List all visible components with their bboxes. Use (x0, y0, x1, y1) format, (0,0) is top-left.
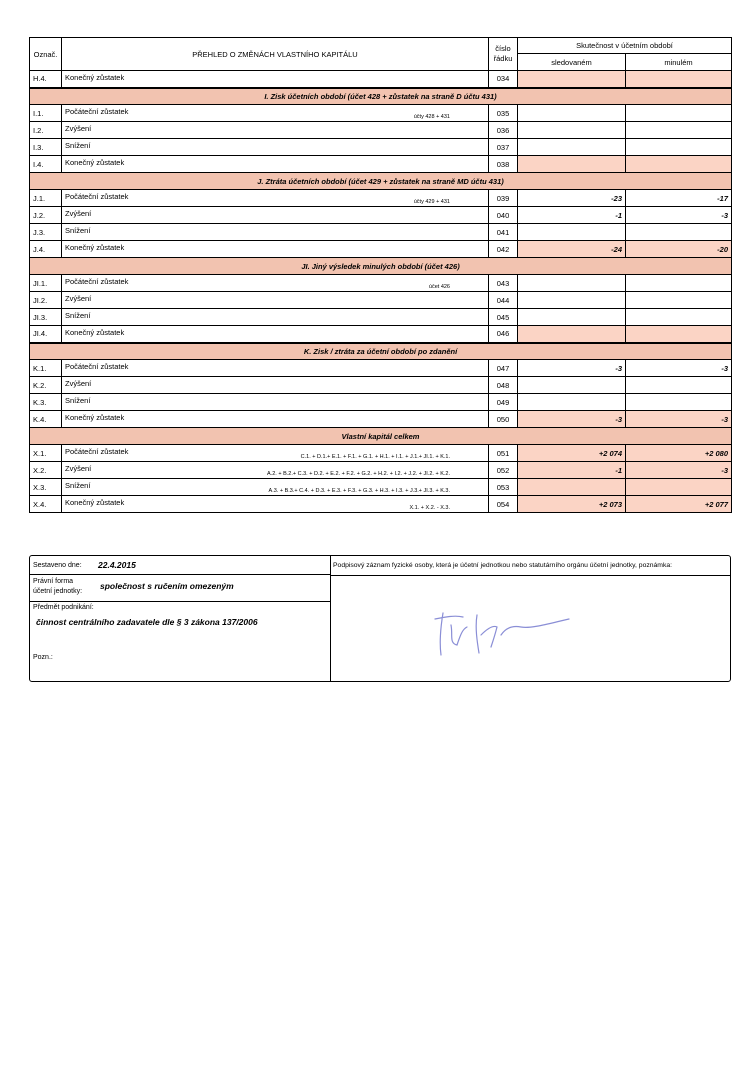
row-oznac: J.2. (30, 207, 62, 224)
signature-area (331, 575, 730, 681)
row-label: Počáteční zůstatek (65, 107, 129, 116)
value-current-period (518, 224, 626, 241)
table-title: PŘEHLED O ZMĚNÁCH VLASTNÍHO KAPITÁLU (62, 38, 489, 71)
col-header-minulem: minulém (626, 54, 732, 71)
value-previous-period (626, 275, 732, 292)
value-current-period: -1 (518, 207, 626, 224)
value-previous-period (626, 71, 732, 88)
row-code: 052 (489, 462, 518, 479)
table-row (30, 190, 732, 207)
row-label: Snížení (65, 396, 91, 405)
row-label: Konečný zůstatek (65, 413, 125, 422)
row-oznac: K.1. (30, 360, 62, 377)
value-current-period: -3 (518, 360, 626, 377)
row-code: 043 (489, 275, 518, 292)
row-code: 050 (489, 411, 518, 428)
row-label-cell (62, 292, 489, 309)
row-formula: účet 426 (428, 284, 450, 290)
row-label-cell (62, 122, 489, 139)
value-current-period: +2 073 (518, 496, 626, 513)
sestaveno-value: 22.4.2015 (98, 560, 136, 570)
table-row (30, 479, 732, 496)
row-label: Snížení (65, 481, 91, 490)
row-code: 036 (489, 122, 518, 139)
row-oznac: J.4. (30, 241, 62, 258)
row-code: 049 (489, 394, 518, 411)
predmet-cell (30, 602, 331, 681)
row-label: Snížení (65, 311, 91, 320)
value-current-period: -3 (518, 411, 626, 428)
value-previous-period (626, 394, 732, 411)
row-label-cell (62, 496, 489, 513)
table-row (30, 275, 732, 292)
value-current-period (518, 71, 626, 88)
value-previous-period: -3 (626, 207, 732, 224)
value-previous-period (626, 377, 732, 394)
row-label-cell (62, 190, 489, 207)
value-previous-period (626, 139, 732, 156)
row-oznac: JI.2. (30, 292, 62, 309)
row-code: 038 (489, 156, 518, 173)
table-row (30, 411, 732, 428)
value-previous-period (626, 292, 732, 309)
pravni-forma-label-1: Právní forma (33, 578, 74, 585)
table-row (30, 360, 732, 377)
row-label: Počáteční zůstatek (65, 192, 129, 201)
row-oznac: X.4. (30, 496, 62, 513)
value-current-period (518, 479, 626, 496)
row-label-cell (62, 377, 489, 394)
row-oznac: K.2. (30, 377, 62, 394)
row-code: 035 (489, 105, 518, 122)
row-oznac: JI.4. (30, 326, 62, 343)
row-oznac: K.3. (30, 394, 62, 411)
row-label-cell (62, 462, 489, 479)
row-oznac: JI.3. (30, 309, 62, 326)
col-header-cislo-radku (489, 38, 518, 71)
value-current-period: -23 (518, 190, 626, 207)
sestaveno-cell (30, 556, 331, 575)
equity-changes-sheet (29, 37, 731, 513)
value-previous-period (626, 326, 732, 343)
row-oznac: I.3. (30, 139, 62, 156)
row-label: Konečný zůstatek (65, 243, 125, 252)
equity-changes-table (29, 37, 732, 513)
row-oznac: J.3. (30, 224, 62, 241)
row-label-cell (62, 479, 489, 496)
col-header-sledovanem: sledovaném (518, 54, 626, 71)
value-previous-period: -3 (626, 411, 732, 428)
row-label: Počáteční zůstatek (65, 277, 129, 286)
row-label-cell (62, 445, 489, 462)
row-formula: A.3. + B.3.+ C.4. + D.3. + E.3. + F.3. + G.3. + H.3. + I.3. + J.3.+ JI.3. + K.3. (268, 488, 450, 494)
row-oznac: X.2. (30, 462, 62, 479)
row-oznac: H.4. (30, 71, 62, 88)
table-row (30, 156, 732, 173)
section-title: JI. Jiný výsledek minulých období (účet 426) (30, 258, 732, 275)
row-code: 042 (489, 241, 518, 258)
value-previous-period (626, 309, 732, 326)
value-current-period (518, 377, 626, 394)
row-code: 034 (489, 71, 518, 88)
row-code: 039 (489, 190, 518, 207)
row-label: Konečný zůstatek (65, 158, 125, 167)
section-title: K. Zisk / ztráta za účetní období po zdanění (30, 343, 732, 360)
podpis-label: Podpisový záznam fyzické osoby, která je účetní jednotkou nebo statutárního orgánu účetní jednotky, poznámka: (333, 562, 673, 569)
table-row (30, 326, 732, 343)
value-previous-period: -20 (626, 241, 732, 258)
row-label: Snížení (65, 226, 91, 235)
cislo-line1: číslo (495, 44, 511, 53)
table-row (30, 241, 732, 258)
row-code: 048 (489, 377, 518, 394)
row-label-cell (62, 207, 489, 224)
value-current-period: -1 (518, 462, 626, 479)
row-oznac: I.4. (30, 156, 62, 173)
row-code: 047 (489, 360, 518, 377)
row-code: 040 (489, 207, 518, 224)
row-label: Konečný zůstatek (65, 328, 125, 337)
row-code: 041 (489, 224, 518, 241)
table-row (30, 207, 732, 224)
value-current-period (518, 156, 626, 173)
section-header (30, 258, 732, 275)
section-header (30, 88, 732, 105)
section-title: I. Zisk účetních období (účet 428 + zůstatek na straně D účtu 431) (30, 88, 732, 105)
table-row (30, 71, 732, 88)
row-formula: účty 428 + 431 (413, 114, 450, 120)
predmet-value: činnost centrálního zadavatele dle § 3 zákona 137/2006 (36, 617, 258, 627)
row-oznac: J.1. (30, 190, 62, 207)
value-previous-period: +2 077 (626, 496, 732, 513)
sestaveno-label: Sestaveno dne: (33, 562, 82, 569)
table-row (30, 496, 732, 513)
row-oznac: I.1. (30, 105, 62, 122)
value-previous-period: -3 (626, 360, 732, 377)
table-row (30, 309, 732, 326)
value-previous-period (626, 156, 732, 173)
table-row (30, 139, 732, 156)
row-code: 045 (489, 309, 518, 326)
row-label-cell (62, 156, 489, 173)
value-previous-period: -17 (626, 190, 732, 207)
row-oznac: I.2. (30, 122, 62, 139)
table-row (30, 445, 732, 462)
value-current-period (518, 394, 626, 411)
table-row (30, 394, 732, 411)
row-label-cell (62, 411, 489, 428)
row-label-cell (62, 71, 489, 88)
row-label-cell (62, 241, 489, 258)
row-formula: A.2. + B.2.+ C.3. + D.2. + E.2. + F.2. + G.2. + H.2. + I.2. + J.2. + JI.2. + K.2. (267, 471, 450, 477)
table-row (30, 224, 732, 241)
row-label: Konečný zůstatek (65, 73, 125, 82)
row-label: Konečný zůstatek (65, 498, 125, 507)
table-row (30, 105, 732, 122)
value-previous-period (626, 479, 732, 496)
row-label-cell (62, 224, 489, 241)
footer-box (29, 555, 731, 682)
row-label: Snížení (65, 141, 91, 150)
row-code: 053 (489, 479, 518, 496)
table-row (30, 462, 732, 479)
row-formula: C.1. + D.1.+ E.1. + F.1. + G.1. + H.1. + I.1. + J.1.+ JI.1. + K.1. (300, 454, 450, 460)
value-previous-period (626, 105, 732, 122)
row-oznac: X.1. (30, 445, 62, 462)
row-label: Zvýšení (65, 464, 92, 473)
row-label-cell (62, 326, 489, 343)
col-header-oznac: Označ. (30, 38, 62, 71)
row-label-cell (62, 309, 489, 326)
row-label: Zvýšení (65, 379, 92, 388)
value-previous-period: -3 (626, 462, 732, 479)
row-code: 044 (489, 292, 518, 309)
col-header-skutecnost: Skutečnost v účetním období (518, 38, 732, 54)
section-header (30, 173, 732, 190)
row-code: 046 (489, 326, 518, 343)
table-body (30, 71, 732, 513)
row-oznac: X.3. (30, 479, 62, 496)
row-oznac: K.4. (30, 411, 62, 428)
value-current-period (518, 139, 626, 156)
row-label-cell (62, 394, 489, 411)
row-label-cell (62, 105, 489, 122)
table-row (30, 377, 732, 394)
value-current-period (518, 309, 626, 326)
value-current-period: +2 074 (518, 445, 626, 462)
pravni-forma-label-2: účetní jednotky: (33, 588, 83, 595)
row-label-cell (62, 360, 489, 377)
section-title: J. Ztráta účetních období (účet 429 + zůstatek na straně MD účtu 431) (30, 173, 732, 190)
row-label-cell (62, 139, 489, 156)
row-code: 051 (489, 445, 518, 462)
section-title: Vlastní kapitál celkem (30, 428, 732, 445)
row-code: 037 (489, 139, 518, 156)
section-header (30, 343, 732, 360)
podpis-header-cell (331, 556, 730, 576)
row-label: Zvýšení (65, 124, 92, 133)
row-label: Zvýšení (65, 294, 92, 303)
row-label-cell (62, 275, 489, 292)
cislo-line2: řádku (493, 54, 513, 63)
row-oznac: JI.1. (30, 275, 62, 292)
row-label: Zvýšení (65, 209, 92, 218)
value-current-period: -24 (518, 241, 626, 258)
row-code: 054 (489, 496, 518, 513)
row-formula: účty 429 + 431 (413, 199, 450, 205)
value-previous-period: +2 080 (626, 445, 732, 462)
table-row (30, 122, 732, 139)
section-header (30, 428, 732, 445)
pravni-forma-cell (30, 575, 331, 602)
pozn-label: Pozn.: (33, 654, 53, 661)
row-label: Počáteční zůstatek (65, 362, 129, 371)
value-current-period (518, 275, 626, 292)
predmet-label: Předmět podnikání: (33, 604, 94, 611)
value-previous-period (626, 224, 732, 241)
row-label: Počáteční zůstatek (65, 447, 129, 456)
pravni-forma-value: společnost s ručením omezeným (100, 581, 234, 591)
signature-image (431, 605, 631, 665)
row-formula: X.1. + X.2. - X.3. (409, 505, 450, 511)
table-row (30, 292, 732, 309)
value-previous-period (626, 122, 732, 139)
value-current-period (518, 105, 626, 122)
value-current-period (518, 292, 626, 309)
value-current-period (518, 326, 626, 343)
value-current-period (518, 122, 626, 139)
